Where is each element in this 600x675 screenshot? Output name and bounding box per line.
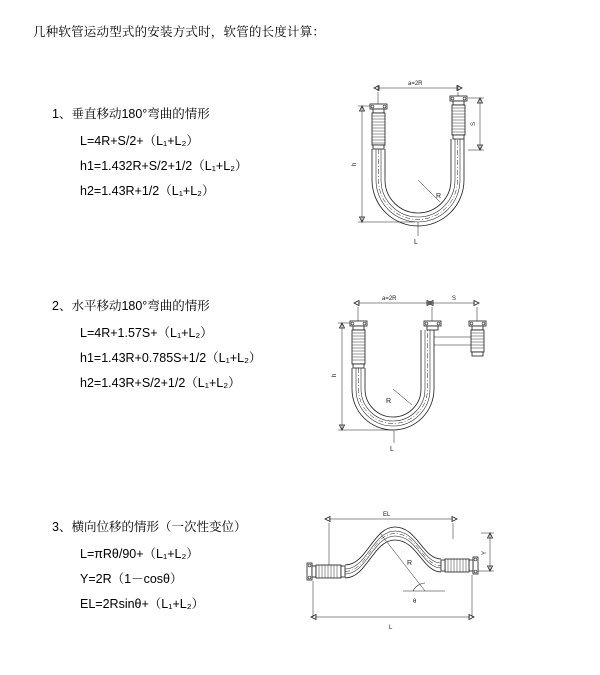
- section-1-formula-1: L=4R+S/2+（L₁+L₂）: [80, 134, 199, 148]
- svg-text:L: L: [414, 239, 418, 246]
- section-3-title: 3、横向位移的情形（一次性变位）: [52, 520, 247, 534]
- svg-text:EL: EL: [383, 512, 391, 518]
- svg-text:S: S: [452, 296, 457, 302]
- svg-text:L: L: [390, 446, 394, 453]
- section-1-title: 1、垂直移动180°弯曲的情形: [52, 107, 210, 121]
- section-2-formula-1: L=4R+1.57S+（L₁+L₂）: [80, 326, 213, 340]
- figure-vertical-180-bend: [300, 70, 500, 270]
- section-2-formula-2: h1=1.43R+0.785S+1/2（L₁+L₂）: [80, 351, 262, 365]
- figure-horizontal-180-bend: [300, 285, 500, 455]
- svg-text:R: R: [386, 398, 392, 405]
- svg-text:θ: θ: [413, 599, 417, 605]
- page-title: 几种软管运动型式的安装方式时，软管的长度计算：: [33, 25, 326, 39]
- svg-text:L: L: [389, 625, 393, 631]
- svg-text:a=2R: a=2R: [382, 296, 397, 302]
- section-3-formula-1: L=πRθ/90+（L₁+L₂）: [80, 547, 199, 561]
- section-2-title: 2、水平移动180°弯曲的情形: [52, 299, 210, 313]
- section-1-formula-3: h2=1.43R+1/2（L₁+L₂）: [80, 184, 215, 198]
- svg-text:R: R: [436, 193, 442, 200]
- section-1-formula-2: h1=1.432R+S/2+1/2（L₁+L₂）: [80, 159, 248, 173]
- svg-text:a=2R: a=2R: [408, 81, 423, 87]
- svg-text:h: h: [332, 373, 338, 377]
- svg-text:h: h: [352, 162, 358, 166]
- svg-text:S: S: [471, 121, 477, 126]
- figure-lateral-offset: [285, 505, 500, 635]
- section-2-formula-3: h2=1.43R+S/2+1/2（L₁+L₂）: [80, 376, 241, 390]
- section-3-formula-2: Y=2R（1－cosθ）: [80, 572, 183, 586]
- svg-text:R: R: [407, 560, 413, 567]
- section-3-formula-3: EL=2Rsinθ+（L₁+L₂）: [80, 597, 205, 611]
- svg-text:Y: Y: [482, 550, 488, 555]
